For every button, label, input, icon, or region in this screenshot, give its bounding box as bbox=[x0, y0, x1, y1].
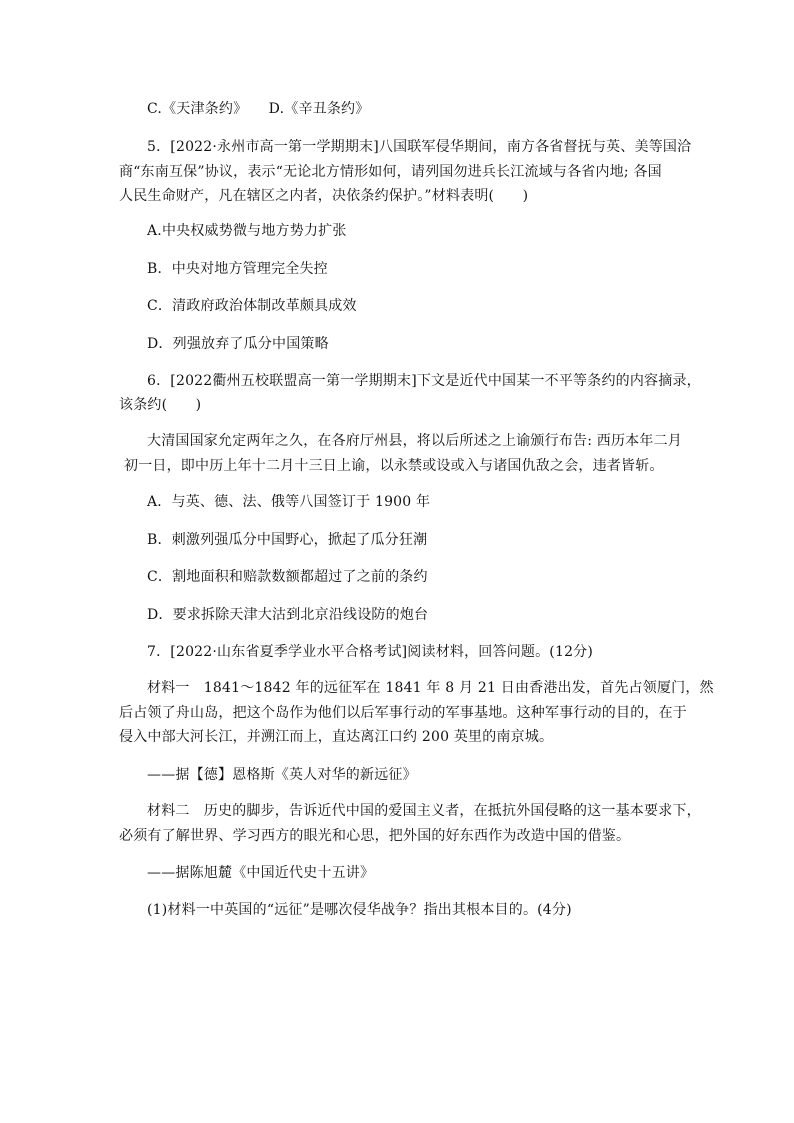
q5-stem-line3: 人民生命财产，凡在辖区之内者，决依条约保护。”材料表明( ) bbox=[119, 188, 529, 204]
q7-material1-source: ——据【德】恩格斯《英人对华的新远征》 bbox=[147, 767, 417, 783]
q5-stem-line2: 商“东南互保”协议，表示“无论北方情形如何，请列国勿进兵长江流域与各省内地; 各国 bbox=[119, 164, 662, 180]
q6-stem-line1: 6．[2022衢州五校联盟高一第一学期期末]下文是近代中国某一不平等条约的内容摘录， bbox=[147, 373, 701, 389]
q7-material1-line3: 侵入中部大河长江，并溯江而上，直达离江口约 200 英里的南京城。 bbox=[119, 729, 554, 745]
q7-material1-line2: 后占领了舟山岛，把这个岛作为他们以后军事行动的军事基地。这种军事行动的目的，在于 bbox=[119, 705, 687, 721]
q6-option-a: A．与英、德、法、俄等八国签订于 1900 年 bbox=[147, 494, 431, 510]
q5-option-b: B．中央对地方管理完全失控 bbox=[147, 261, 328, 277]
q6-option-c: C．割地面积和赔款数额都超过了之前的条约 bbox=[147, 569, 428, 585]
q6-stem-line2: 该条约( ) bbox=[119, 397, 202, 413]
q7-subquestion-1: (1)材料一中英国的“远征”是哪次侵华战争？指出其根本目的。(4分) bbox=[147, 902, 572, 918]
q4-options-cd: C.《天津条约》 D.《辛丑条约》 bbox=[147, 101, 370, 117]
q6-quote-line1: 大清国国家允定两年之久，在各府厅州县，将以后所述之上谕颁行布告: 西历本年二月 bbox=[147, 433, 682, 449]
q5-option-c: C．清政府政治体制改革颇具成效 bbox=[147, 298, 357, 314]
q6-quote-line2: 初一日，即中历上年十二月十三日上谕，以永禁或设或入与诸国仇敌之会，违者皆斩。 bbox=[124, 458, 664, 474]
q5-option-d: D．列强放弃了瓜分中国策略 bbox=[147, 336, 329, 352]
q5-option-a: A.中央权威势微与地方势力扩张 bbox=[147, 223, 347, 239]
q6-option-b: B．刺激列强瓜分中国野心，掀起了瓜分狂潮 bbox=[147, 532, 428, 548]
q7-stem: 7．[2022·山东省夏季学业水平合格考试]阅读材料，回答问题。(12分) bbox=[147, 644, 594, 660]
q6-option-d: D．要求拆除天津大沽到北京沿线设防的炮台 bbox=[147, 607, 429, 623]
q7-material2-line2: 必须有了解世界、学习西方的眼光和心思，把外国的好东西作为改造中国的借鉴。 bbox=[119, 828, 631, 844]
q7-material2-source: ——据陈旭麓《中国近代史十五讲》 bbox=[147, 865, 375, 881]
q5-stem-line1: 5．[2022·永州市高一第一学期期末]八国联军侵华期间，南方各省督抚与英、美等国洽 bbox=[147, 139, 692, 155]
q7-material2-line1: 材料二 历史的脚步，告诉近代中国的爱国主义者，在抵抗外国侵略的这一基本要求下， bbox=[147, 803, 701, 819]
q7-material1-line1: 材料一 1841～1842 年的远征军在 1841 年 8 月 21 日由香港出发，首先占领厦门，然 bbox=[147, 680, 714, 696]
